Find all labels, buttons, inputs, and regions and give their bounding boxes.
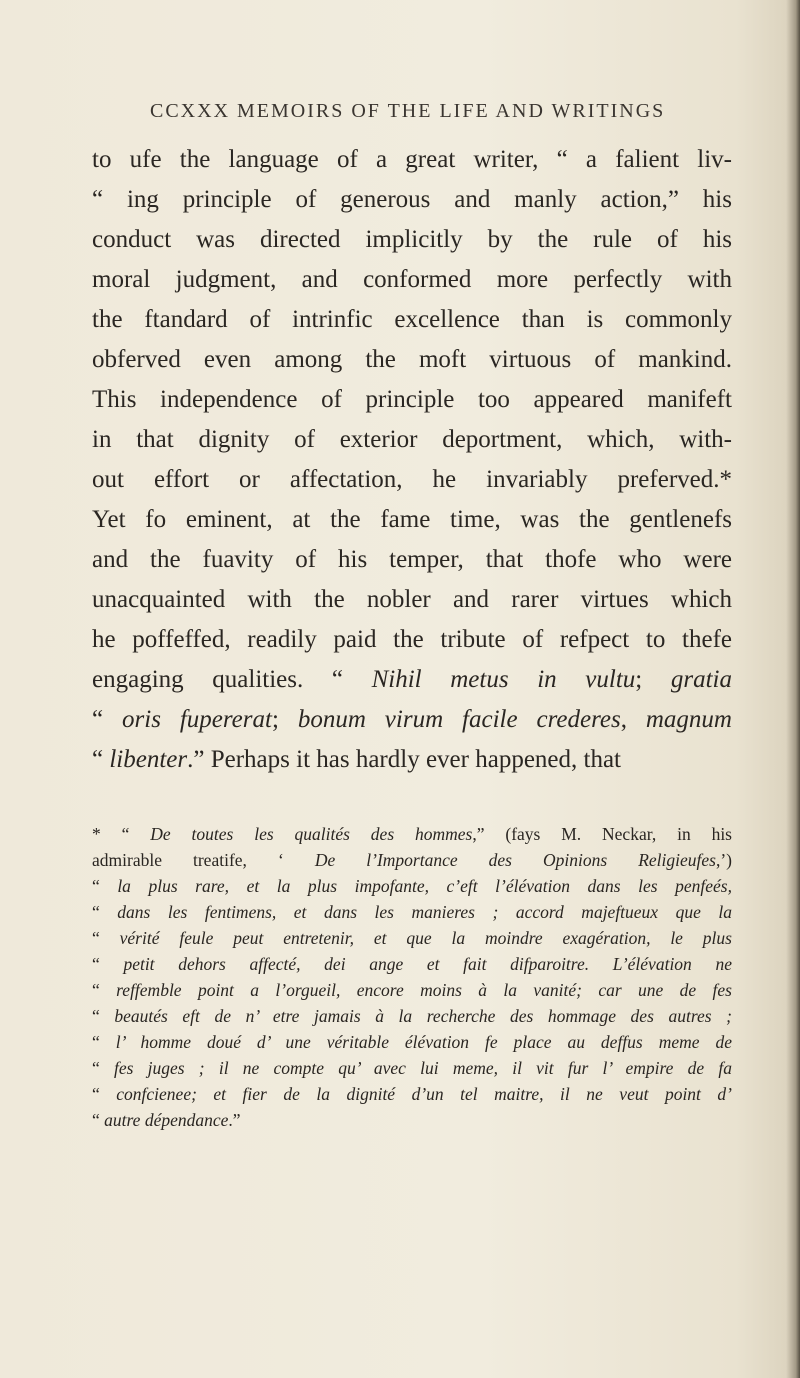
- text-run: “: [92, 1110, 105, 1130]
- text-run: “: [92, 980, 117, 1000]
- text-run: “: [92, 954, 124, 974]
- italic-text: autre dépendance: [104, 1110, 229, 1130]
- text-line: [92, 580, 732, 620]
- italic-text: dans les fentimens, et dans les manieres ; accord majeftueux que la: [117, 902, 732, 922]
- text-line: [92, 660, 732, 700]
- text-run: he poffeffed, readily paid the tribute of refpect to thefe: [92, 626, 732, 653]
- page-edge-shadow: [786, 0, 800, 1378]
- italic-text: beautés eft de n’ etre jamais à la recherche des hommage des autres ;: [114, 1006, 732, 1026]
- italic-text: bonum virum facile crederes: [297, 706, 621, 733]
- italic-text: petit dehors affecté, dei ange et fait difparoitre. L’élévation ne: [123, 954, 732, 974]
- main-text: [92, 140, 732, 780]
- italic-text: reffemble point a l’orgueil, encore moins à la vanité; car une de fes: [116, 980, 732, 1000]
- text-run: .” Perhaps it has hardly ever happened, that: [187, 746, 621, 773]
- text-run: “: [92, 1084, 117, 1104]
- text-line: [92, 180, 732, 220]
- italic-text: fes juges ; il ne compte qu’ avec lui meme, il vit fur l’ empire de fa: [113, 1058, 732, 1078]
- text-run: “: [92, 706, 123, 733]
- text-run: the ftandard of intrinfic excellence than is commonly: [92, 306, 732, 333]
- footnote-line: [92, 977, 732, 1003]
- italic-text: vérité feule peut entretenir, et que la moindre exagération, le plus: [119, 928, 732, 948]
- footnote-line: [92, 1055, 732, 1081]
- italic-text: l’ homme doué d’ une véritable élévation fe place au deffus meme de: [115, 1032, 732, 1052]
- text-run: moral judgment, and conformed more perfectly with: [92, 266, 732, 293]
- footnote-line: [92, 899, 732, 925]
- text-run: engaging qualities. “: [92, 666, 372, 693]
- text-run: in that dignity of exterior deportment, which, with-: [92, 426, 732, 453]
- text-line: [92, 220, 732, 260]
- text-run: This independence of principle too appeared manifeft: [92, 386, 732, 413]
- text-line: [92, 460, 732, 500]
- text-run: “ ing principle of generous and manly action,” his: [92, 186, 732, 213]
- footnote-line: [92, 1081, 732, 1107]
- italic-text: De l’Importance des Opinions Religieufes: [314, 850, 716, 870]
- footnote-line: [92, 1107, 732, 1133]
- italic-text: De toutes les qualités des hommes: [150, 824, 473, 844]
- footnote-line: [92, 847, 732, 873]
- running-head: CCXXX MEMOIRS OF THE LIFE AND WRITINGS: [150, 100, 666, 122]
- text-run: * “: [92, 824, 151, 844]
- italic-text: magnum: [645, 706, 732, 733]
- footnote-line: [92, 821, 732, 847]
- text-run: ,” (fays M. Neckar, in his: [472, 824, 732, 844]
- footnote-line: [92, 925, 732, 951]
- text-run: conduct was directed implicitly by the rule of his: [92, 226, 732, 253]
- italic-text: libenter: [109, 746, 188, 773]
- text-run: unacquainted with the nobler and rarer virtues which: [92, 586, 732, 613]
- text-run: ;: [635, 666, 671, 693]
- text-run: ,’): [715, 850, 732, 870]
- text-line: [92, 340, 732, 380]
- text-run: “: [92, 928, 120, 948]
- text-line: [92, 740, 732, 780]
- text-line: [92, 700, 732, 740]
- text-run: “: [92, 1058, 114, 1078]
- text-run: ,: [620, 706, 646, 733]
- text-line: [92, 420, 732, 460]
- footnote-line: [92, 1003, 732, 1029]
- text-run: “: [92, 1032, 116, 1052]
- text-run: Yet fo eminent, at the fame time, was the gentlenefs: [92, 506, 732, 533]
- text-line: [92, 380, 732, 420]
- text-line: [92, 500, 732, 540]
- text-line: [92, 260, 732, 300]
- footnote-line: [92, 873, 732, 899]
- italic-text: la plus rare, et la plus impofante, c’eft l’élévation dans les penfeés,: [117, 876, 732, 896]
- text-run: obferved even among the moft virtuous of mankind.: [92, 346, 732, 373]
- text-run: admirable treatife, ‘: [92, 850, 315, 870]
- footnote-line: [92, 1029, 732, 1055]
- text-run: and the fuavity of his temper, that thofe who were: [92, 546, 732, 573]
- text-line: [92, 300, 732, 340]
- text-run: “: [92, 746, 110, 773]
- text-run: .”: [228, 1110, 241, 1130]
- text-run: ;: [271, 706, 298, 733]
- text-run: to ufe the language of a great writer, “ a falient liv-: [92, 146, 732, 173]
- text-run: “: [92, 1006, 115, 1026]
- footnote: [92, 821, 732, 1133]
- text-run: “: [92, 876, 118, 896]
- italic-text: confcienee; et fier de la dignité d’un tel maitre, il ne veut point d’: [116, 1084, 732, 1104]
- italic-text: oris fupererat: [122, 706, 272, 733]
- italic-text: gratia: [670, 666, 732, 693]
- text-line: [92, 140, 732, 180]
- italic-text: Nihil metus in vultu: [371, 666, 636, 693]
- text-line: [92, 620, 732, 660]
- text-run: out effort or affectation, he invariably preferved.*: [92, 466, 732, 493]
- footnote-line: [92, 951, 732, 977]
- text-line: [92, 540, 732, 580]
- text-run: “: [92, 902, 118, 922]
